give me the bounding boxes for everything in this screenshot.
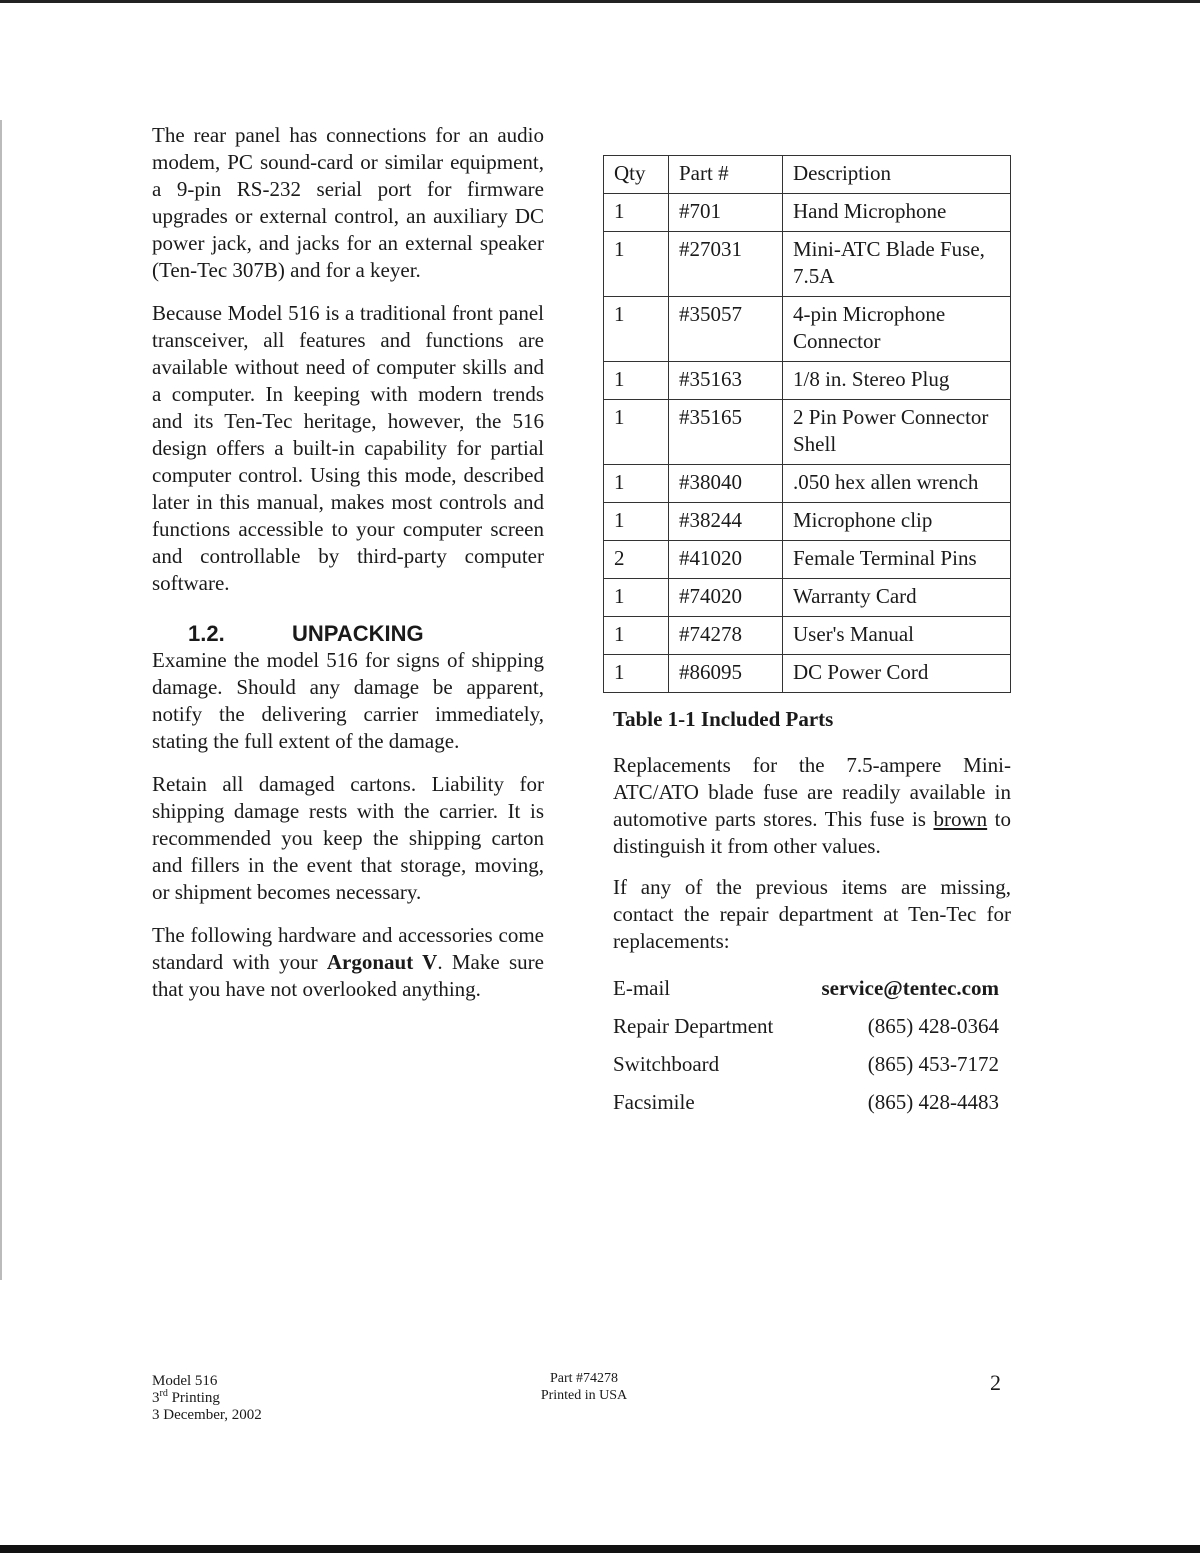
cell-qty: 1 [604,617,669,655]
paragraph-replacements [613,752,1011,860]
table-row [604,655,1011,693]
table-row [604,617,1011,655]
cell-description: Microphone clip [783,503,1011,541]
printing-suffix: rd [159,1388,168,1399]
footer-left [152,1373,262,1424]
contact-row-facsimile [613,1083,1011,1121]
left-column [152,122,544,1019]
text-span: to distinguish it from other values. [613,807,1011,858]
cell-qty: 1 [604,194,669,232]
product-name: Argonaut V [326,950,438,974]
footer-center [534,1370,634,1404]
header-qty: Qty [604,156,669,194]
cell-description: Hand Microphone [783,194,1011,232]
cell-description: Mini-ATC Blade Fuse, 7.5A [783,232,1011,297]
printing-word: Printing [167,1390,220,1406]
text-span: Replacements for the 7.5-ampere Mini-ATC/ATO blade fuse are readily available in automotive parts stores. This fuse is [613,753,1011,831]
table-body [604,194,1011,693]
cell-description: Warranty Card [783,579,1011,617]
cell-qty: 1 [604,362,669,400]
footer-part: Part #74278 [549,1371,619,1386]
parts-table [603,155,1011,693]
footer-model: Model 516 [152,1373,218,1389]
contact-value: (865) 453-7172 [867,1051,999,1076]
scan-edge-left [0,120,2,1280]
cell-part-number: #27031 [669,232,783,297]
cell-part-number: #38244 [669,503,783,541]
cell-qty: 1 [604,579,669,617]
cell-part-number: #35165 [669,400,783,465]
table-row [604,465,1011,503]
contact-value: (865) 428-4483 [867,1089,999,1114]
footer-printing [152,1390,262,1407]
underlined-word: brown [933,807,988,831]
section-number: 1.2. [188,621,225,646]
cell-part-number: #86095 [669,655,783,693]
contact-label: Switchboard [613,1051,720,1076]
table-row [604,194,1011,232]
table-row [604,362,1011,400]
cell-description: 1/8 in. Stereo Plug [783,362,1011,400]
cell-qty: 1 [604,400,669,465]
cell-description: Female Terminal Pins [783,541,1011,579]
cell-qty: 2 [604,541,669,579]
email-link[interactable]: service@tentec.com [821,975,999,1000]
cell-part-number: #74278 [669,617,783,655]
cell-qty: 1 [604,297,669,362]
table-row [604,297,1011,362]
table-row [604,400,1011,465]
table-row [604,579,1011,617]
contact-label: Facsimile [613,1089,695,1114]
table-header-row [604,156,1011,194]
paragraph-front-panel: Because Model 516 is a traditional front panel transceiver, all features and functions are available without need of computer skills and a computer. In keeping with modern trends and its Ten-Tec heritage, however, the 516 design offers a built-in capability for partial computer control. Using this mode, described later in this manual, makes most controls and functions accessible to your computer screen and controllable by third-party computer software. [152,301,544,595]
table-row [604,232,1011,297]
cell-part-number: #35057 [669,297,783,362]
cell-description: User's Manual [783,617,1011,655]
table-row [604,503,1011,541]
page-number: 2 [990,1370,1001,1395]
contact-row-switchboard [613,1045,1011,1083]
contact-list [613,969,1011,1121]
cell-qty: 1 [604,655,669,693]
paragraph-following [152,922,544,1003]
paragraph-missing: If any of the previous items are missing, contact the repair department at Ten-Tec for replacements: [613,875,1011,953]
contact-label: E-mail [613,975,671,1000]
cell-qty: 1 [604,465,669,503]
printing-number: 3 [152,1390,160,1406]
cell-part-number: #701 [669,194,783,232]
cell-qty: 1 [604,503,669,541]
cell-description: 4-pin Microphone Connector [783,297,1011,362]
cell-description: 2 Pin Power Connector Shell [783,400,1011,465]
cell-part-number: #38040 [669,465,783,503]
footer-printed: Printed in USA [540,1388,628,1403]
text-span: The following hardware and accessories come standard with your [152,923,544,974]
scan-edge-top [0,0,1200,3]
contact-row-repair [613,1007,1011,1045]
section-title: UNPACKING [292,621,424,646]
cell-qty: 1 [604,232,669,297]
cell-description: DC Power Cord [783,655,1011,693]
text-span: . Make sure that you have not overlooked anything. [152,950,544,1001]
footer-date: 3 December, 2002 [152,1407,262,1423]
table-row [604,541,1011,579]
paragraph-rear-panel: The rear panel has connections for an audio modem, PC sound-card or similar equipment, a 9-pin RS-232 serial port for firmware upgrades or external control, an auxiliary DC power jack, and jacks for an external speaker (Ten-Tec 307B) and for a keyer. [152,123,544,282]
scan-edge-bottom [0,1545,1200,1553]
header-description: Description [783,156,1011,194]
contact-value: (865) 428-0364 [867,1013,999,1038]
cell-part-number: #41020 [669,541,783,579]
cell-description: .050 hex allen wrench [783,465,1011,503]
section-heading [152,621,544,647]
table-caption: Table 1-1 Included Parts [613,707,834,731]
right-column [603,155,1011,1121]
cell-part-number: #74020 [669,579,783,617]
header-part: Part # [669,156,783,194]
paragraph-retain: Retain all damaged cartons. Liability for shipping damage rests with the carrier. It is recommended you keep the shipping carton and fillers in the event that storage, moving, or shipment becomes necessary. [152,772,544,904]
contact-row-email [613,969,1011,1007]
paragraph-examine: Examine the model 516 for signs of shipping damage. Should any damage be apparent, notify the delivering carrier immediately, stating the full extent of the damage. [152,648,544,753]
contact-label: Repair Department [613,1013,774,1038]
cell-part-number: #35163 [669,362,783,400]
